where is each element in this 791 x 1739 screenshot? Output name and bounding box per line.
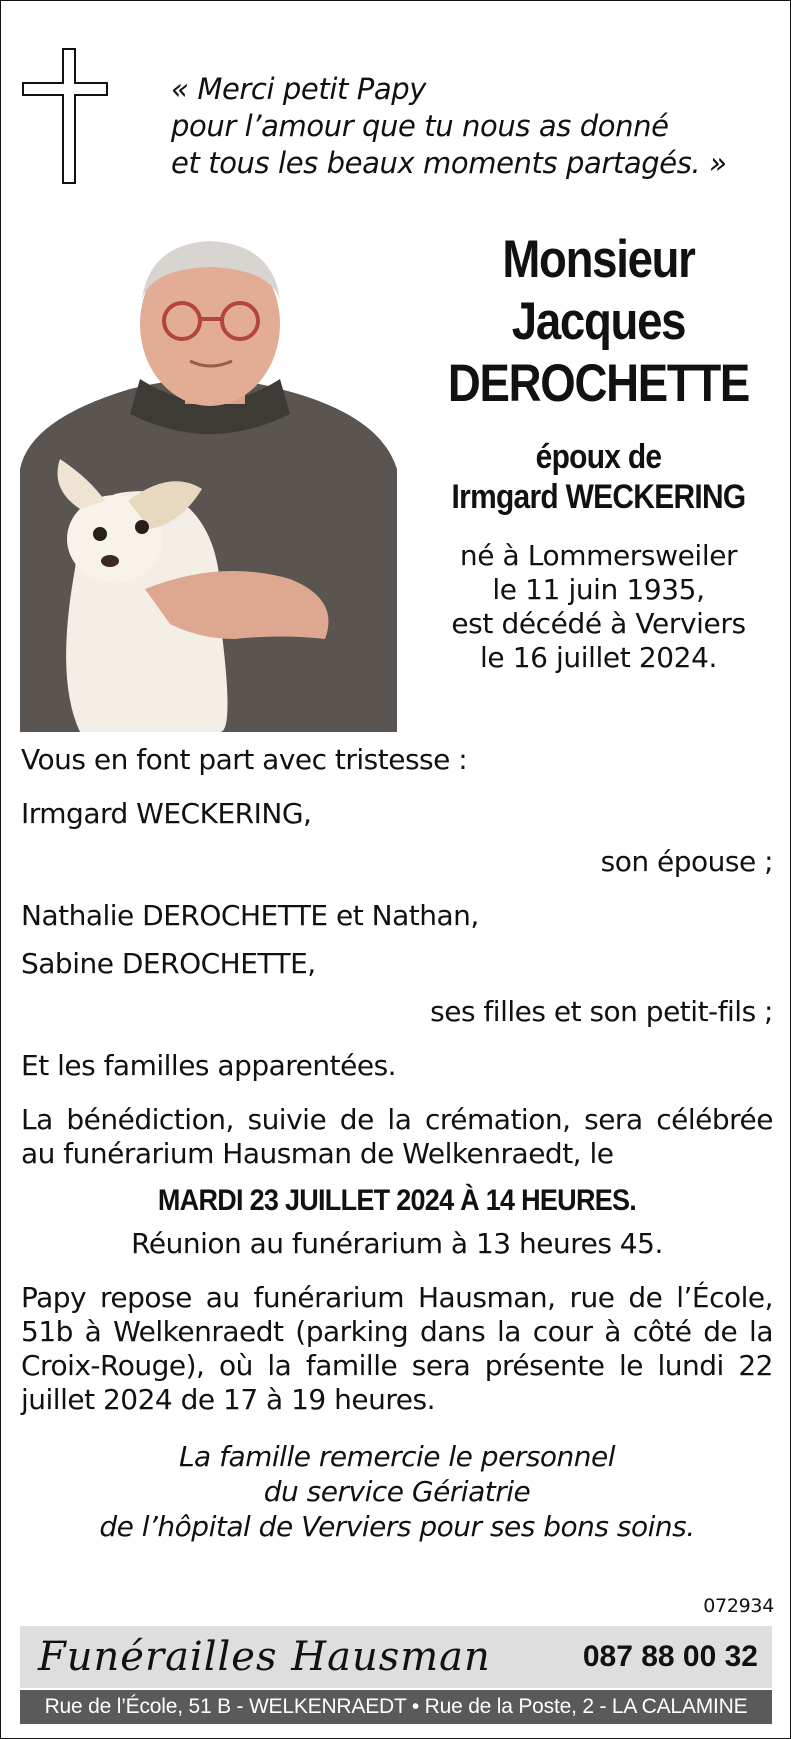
family-member: Sabine DEROCHETTE, bbox=[21, 947, 316, 980]
thanks-message bbox=[21, 1439, 773, 1544]
thanks-line: du service Gériatrie bbox=[263, 1475, 531, 1508]
family-member: Irmgard WECKERING, bbox=[21, 797, 312, 830]
family-member: Nathalie DEROCHETTE et Nathan, bbox=[21, 899, 479, 932]
birth-line: né à Lommersweiler bbox=[459, 539, 738, 572]
memorial-quote bbox=[171, 71, 771, 182]
announcement-body bbox=[21, 743, 773, 1544]
meeting-info: Réunion au funérarium à 13 heures 45. bbox=[131, 1227, 663, 1260]
cross-icon bbox=[21, 47, 121, 187]
spouse-name: Irmgard WECKERING bbox=[451, 478, 746, 516]
spouse-intro: époux de bbox=[535, 438, 662, 476]
family-relation: ses filles et son petit-fils ; bbox=[430, 995, 773, 1028]
thanks-line: de l’hôpital de Verviers pour ses bons soins. bbox=[99, 1510, 695, 1543]
honorific: Monsieur bbox=[502, 230, 695, 289]
last-name: DEROCHETTE bbox=[447, 354, 750, 413]
quote-line: et tous les beaux moments partagés. » bbox=[171, 146, 727, 180]
address-text: Rue de l’École, 51 B - WELKENRAEDT • Rue de la Poste, 2 - LA CALAMINE bbox=[44, 1695, 748, 1718]
birth-line: le 11 juin 1935, bbox=[492, 573, 705, 606]
birth-death-info bbox=[421, 539, 776, 675]
portrait-photo bbox=[20, 239, 397, 732]
reference-number: 072934 bbox=[703, 1595, 774, 1617]
thanks-line: La famille remercie le personnel bbox=[178, 1440, 616, 1473]
footer-banner bbox=[20, 1626, 772, 1688]
death-line: le 16 juillet 2024. bbox=[480, 641, 717, 674]
address-bar bbox=[20, 1690, 772, 1724]
first-name: Jacques bbox=[511, 292, 686, 351]
quote-line: pour l’amour que tu nous as donné bbox=[171, 109, 669, 143]
deceased-identity bbox=[421, 229, 776, 675]
death-line: est décédé à Verviers bbox=[451, 607, 746, 640]
quote-line: « Merci petit Papy bbox=[171, 72, 427, 106]
ceremony-datetime: MARDI 23 JUILLET 2024 À 14 HEURES. bbox=[157, 1184, 637, 1217]
company-name: Funérailles Hausman bbox=[38, 1634, 491, 1680]
spouse-info bbox=[442, 437, 754, 517]
visitation-info: Papy repose au funérarium Hausman, rue de l’École, 51b à Welkenraedt (parking dans la cour à côté de la Croix-Rouge), où la famille sera présente le lundi 22 juillet 2024 de 17 à 19 heures. bbox=[21, 1281, 773, 1416]
relatives-line: Et les familles apparentées. bbox=[21, 1049, 397, 1082]
announcement-intro: Vous en font part avec tristesse : bbox=[21, 743, 468, 776]
family-relation: son épouse ; bbox=[600, 845, 773, 878]
ceremony-intro: La bénédiction, suivie de la crémation, sera célébrée au funérarium Hausman de Welkenraedt, le bbox=[21, 1103, 773, 1170]
phone-number[interactable]: 087 88 00 32 bbox=[582, 1640, 758, 1673]
funeral-home-footer bbox=[20, 1626, 772, 1726]
